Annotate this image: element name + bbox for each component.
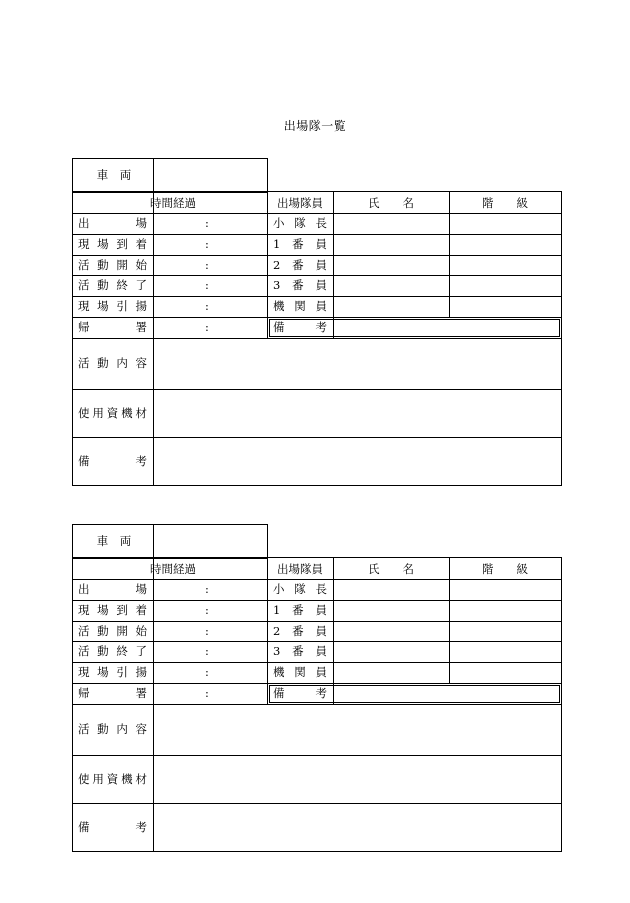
crew-row-label: 小 隊 長 bbox=[273, 582, 327, 596]
time-row-value[interactable]: : bbox=[205, 644, 209, 658]
time-row-value[interactable]: : bbox=[205, 258, 209, 272]
page-title: 出場隊一覧 bbox=[283, 119, 347, 133]
time-row-value[interactable]: : bbox=[205, 278, 209, 292]
time-header: 時間経過 bbox=[150, 562, 196, 576]
row-rule bbox=[72, 704, 267, 705]
name-column-rule bbox=[333, 192, 334, 317]
remarks-label: 備 考 bbox=[273, 686, 327, 700]
equipment-label: 使 用 資 機 材 bbox=[78, 772, 147, 786]
section-rule bbox=[72, 803, 561, 804]
time-row-label: 出 場 bbox=[78, 582, 147, 596]
time-row-label: 現 場 到 着 bbox=[78, 237, 147, 251]
crew-row-label: 3 番 員 bbox=[273, 278, 327, 292]
time-row-label: 活 動 開 始 bbox=[78, 258, 147, 272]
vehicle-label: 車 両 bbox=[96, 534, 132, 548]
time-row-value[interactable]: : bbox=[205, 216, 209, 230]
crew-row-label: 2 番 員 bbox=[273, 624, 327, 638]
remarks-divider bbox=[333, 317, 334, 338]
remarks-label: 備 考 bbox=[273, 320, 327, 334]
name-column-rule bbox=[333, 558, 334, 683]
time-row-label: 活 動 終 了 bbox=[78, 278, 147, 292]
crew-row-label: 1 番 員 bbox=[273, 237, 327, 251]
crew-header: 出場隊員 bbox=[277, 196, 323, 210]
time-row-label: 帰 署 bbox=[78, 686, 147, 700]
vehicle-divider bbox=[153, 524, 154, 558]
section-rule bbox=[72, 755, 561, 756]
crew-row-label: 1 番 員 bbox=[273, 603, 327, 617]
label-column-rule bbox=[153, 192, 154, 485]
label-column-rule bbox=[153, 558, 154, 851]
section-rule bbox=[72, 389, 561, 390]
name-header: 氏 名 bbox=[368, 196, 414, 210]
rank-column-rule bbox=[449, 558, 450, 683]
time-row-label: 現 場 引 揚 bbox=[78, 299, 147, 313]
crew-header: 出場隊員 bbox=[277, 562, 323, 576]
time-row-value[interactable]: : bbox=[205, 624, 209, 638]
time-row-value[interactable]: : bbox=[205, 582, 209, 596]
time-row-label: 帰 署 bbox=[78, 320, 147, 334]
activity-label: 活 動 内 容 bbox=[78, 722, 147, 736]
time-row-value[interactable]: : bbox=[205, 320, 209, 334]
remarks-divider bbox=[333, 683, 334, 704]
rank-header: 階 級 bbox=[482, 562, 528, 576]
section-rule bbox=[72, 437, 561, 438]
time-row-value[interactable]: : bbox=[205, 237, 209, 251]
activity-label: 活 動 内 容 bbox=[78, 356, 147, 370]
equipment-label: 使 用 資 機 材 bbox=[78, 406, 147, 420]
time-header: 時間経過 bbox=[150, 196, 196, 210]
vehicle-divider bbox=[153, 158, 154, 192]
crew-row-label: 2 番 員 bbox=[273, 258, 327, 272]
row-rule bbox=[72, 338, 267, 339]
time-row-value[interactable]: : bbox=[205, 603, 209, 617]
vehicle-label: 車 両 bbox=[96, 168, 132, 182]
name-header: 氏 名 bbox=[368, 562, 414, 576]
time-row-value[interactable]: : bbox=[205, 665, 209, 679]
time-row-value[interactable]: : bbox=[205, 299, 209, 313]
rank-column-rule bbox=[449, 192, 450, 317]
crew-row-label: 機 関 員 bbox=[273, 299, 327, 313]
time-row-label: 活 動 開 始 bbox=[78, 624, 147, 638]
time-row-label: 現 場 引 揚 bbox=[78, 665, 147, 679]
time-row-label: 活 動 終 了 bbox=[78, 644, 147, 658]
notes-label: 備 考 bbox=[78, 820, 147, 834]
crew-row-label: 機 関 員 bbox=[273, 665, 327, 679]
time-row-label: 出 場 bbox=[78, 216, 147, 230]
time-row-value[interactable]: : bbox=[205, 686, 209, 700]
time-row-label: 現 場 到 着 bbox=[78, 603, 147, 617]
notes-label: 備 考 bbox=[78, 454, 147, 468]
crew-row-label: 小 隊 長 bbox=[273, 216, 327, 230]
crew-row-label: 3 番 員 bbox=[273, 644, 327, 658]
rank-header: 階 級 bbox=[482, 196, 528, 210]
